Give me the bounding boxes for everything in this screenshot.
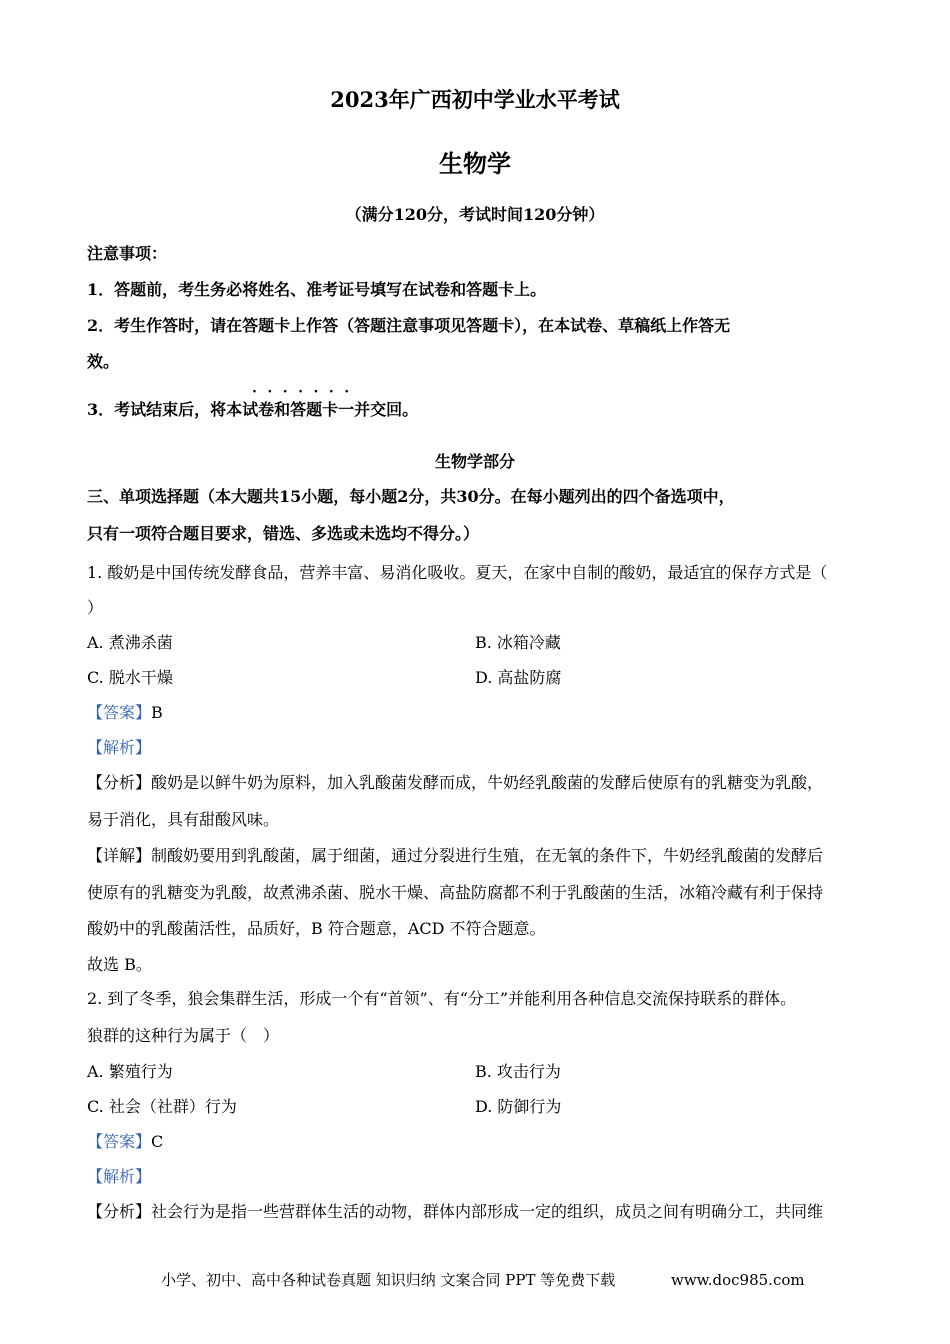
subject-title: 生物学 bbox=[439, 149, 511, 178]
notice-item-2: 2．考生作答时，请在答题卡上作答（答题注意事项见答题卡），在本试卷、草稿纸上作答无 bbox=[87, 316, 731, 335]
notice-item-2-cont: 效。 bbox=[87, 352, 120, 371]
answer-value: C bbox=[151, 1132, 164, 1151]
q1-option-d: D. 高盐防腐 bbox=[475, 668, 562, 687]
xiangjie-text: 制酸奶要用到乳酸菌，属于细菌，通过分裂进行生殖，在无氧的条件下，牛奶经乳酸菌的发酵后 bbox=[151, 846, 824, 865]
q1-xiangjie bbox=[87, 845, 823, 867]
q1-fenxi bbox=[87, 772, 823, 794]
answer-value: B bbox=[151, 703, 163, 722]
q2-stem: 2. 到了冬季，狼会集群生活，形成一个有“首领”、有“分工”并能利用各种信息交流保持联系的群体。 bbox=[87, 989, 797, 1008]
footer-text: 小学、初中、高中各种试卷真题 知识归纳 文案合同 PPT 等免费下载 bbox=[161, 1271, 616, 1289]
section-instruction: 三、单项选择题（本大题共15小题，每小题2分，共30分。在每小题列出的四个备选项中， bbox=[87, 487, 735, 506]
q1-option-a: A. 煮沸杀菌 bbox=[87, 633, 173, 652]
q1-xiangjie-cont-1: 使原有的乳糖变为乳酸，故煮沸杀菌、脱水干燥、高盐防腐都不利于乳酸菌的生活，冰箱冷藏有利于保持 bbox=[87, 883, 824, 902]
section-instruction-cont: 只有一项符合题目要求，错选、多选或未选均不得分。） bbox=[87, 524, 480, 543]
notice-item-3: 3．考试结束后，将本试卷和答题卡一并交回。 bbox=[87, 400, 419, 419]
q1-option-b: B. 冰箱冷藏 bbox=[475, 633, 561, 652]
fenxi-tag: 【分析】 bbox=[87, 773, 152, 792]
fenxi-text: 酸奶是以鲜牛奶为原料，加入乳酸菌发酵而成，牛奶经乳酸菌的发酵后使原有的乳糖变为乳酸， bbox=[151, 773, 824, 792]
answer-tag: 【答案】 bbox=[87, 1132, 152, 1151]
q2-option-d: D. 防御行为 bbox=[475, 1097, 562, 1116]
footer-link[interactable]: www.doc985.com bbox=[671, 1271, 805, 1289]
q2-answer bbox=[87, 1131, 163, 1153]
q2-option-a: A. 繁殖行为 bbox=[87, 1062, 173, 1081]
q2-option-c: C. 社会（社群）行为 bbox=[87, 1097, 237, 1116]
q2-fenxi bbox=[87, 1201, 823, 1223]
q1-option-c: C. 脱水干燥 bbox=[87, 668, 173, 687]
q1-xiangjie-cont-2: 酸奶中的乳酸菌活性，品质好，B 符合题意，ACD 不符合题意。 bbox=[87, 919, 546, 938]
q1-analysis-tag: 【解析】 bbox=[87, 738, 152, 757]
fenxi-tag: 【分析】 bbox=[87, 1202, 152, 1221]
q1-answer bbox=[87, 702, 163, 724]
q2-analysis-tag: 【解析】 bbox=[87, 1167, 152, 1186]
q1-stem: 1. 酸奶是中国传统发酵食品，营养丰富、易消化吸收。夏天，在家中自制的酸奶，最适宜的保存方式是（ bbox=[87, 563, 828, 582]
notice-item-1: 1．答题前，考生务必将姓名、准考证号填写在试卷和答题卡上。 bbox=[87, 280, 547, 299]
q2-option-b: B. 攻击行为 bbox=[475, 1062, 561, 1081]
notice-heading: 注意事项： bbox=[87, 244, 168, 263]
score-time: （满分120分，考试时间120分钟） bbox=[345, 205, 605, 224]
q2-stem-cont: 狼群的这种行为属于（ ） bbox=[87, 1026, 280, 1045]
q1-conclusion: 故选 B。 bbox=[87, 955, 152, 974]
q1-stem-cont: ） bbox=[87, 598, 104, 617]
section-title: 生物学部分 bbox=[434, 452, 515, 471]
emphasis-dots: ······· bbox=[252, 384, 360, 400]
fenxi-text: 社会行为是指一些营群体生活的动物，群体内部形成一定的组织，成员之间有明确分工，共同维 bbox=[151, 1202, 824, 1221]
answer-tag: 【答案】 bbox=[87, 703, 152, 722]
q1-fenxi-cont: 易于消化，具有甜酸风味。 bbox=[87, 810, 280, 829]
exam-title: 2023年广西初中学业水平考试 bbox=[330, 87, 620, 112]
xiangjie-tag: 【详解】 bbox=[87, 846, 152, 865]
